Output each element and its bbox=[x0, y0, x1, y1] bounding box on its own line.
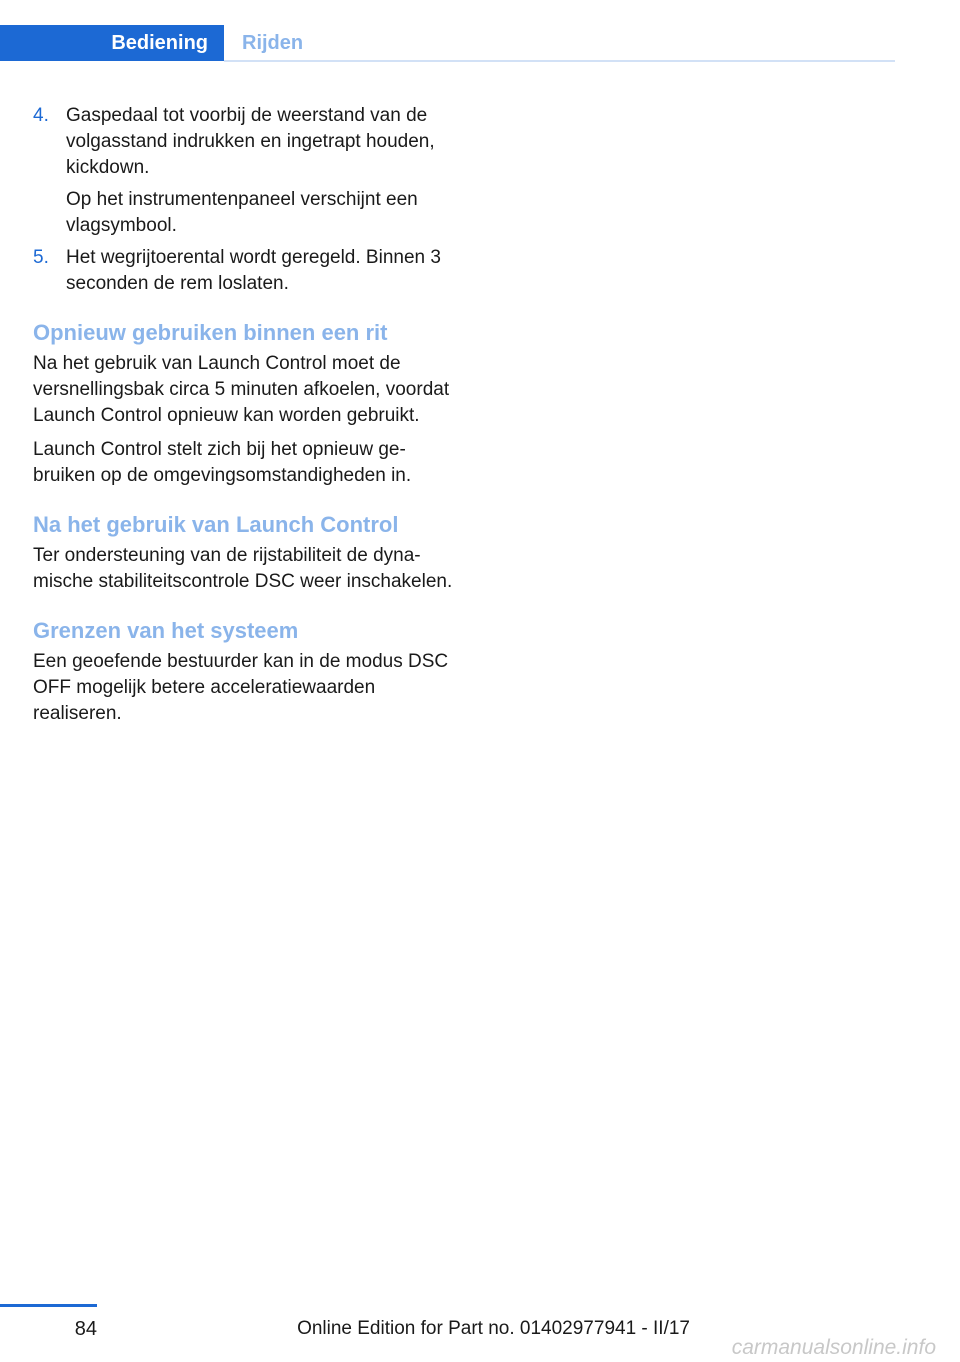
step-item bbox=[33, 103, 453, 239]
step-number: 4. bbox=[33, 105, 49, 126]
main-content bbox=[33, 103, 453, 735]
step-item bbox=[33, 245, 453, 297]
header-tabs bbox=[0, 25, 895, 61]
paragraph: Na het gebruik van Launch Control moet de versnellingsbak circa 5 minuten afkoelen, voordat Launch Control opnieuw kan worden gebruikt. bbox=[33, 353, 450, 426]
header-divider bbox=[224, 60, 895, 62]
step-text: Gaspedaal tot voorbij de weerstand van de volgasstand indrukken en ingetrapt houden, kickdown. bbox=[66, 105, 435, 178]
paragraph: Ter ondersteuning van de rijstabiliteit de dynamische stabiliteitscontrole DSC weer inschakelen. bbox=[33, 545, 453, 592]
section-heading: Opnieuw gebruiken binnen een rit bbox=[33, 320, 388, 345]
tab-bediening[interactable]: Bediening bbox=[0, 25, 224, 61]
step-body bbox=[66, 245, 453, 297]
footer-rule bbox=[0, 1304, 97, 1307]
page-number: 84 bbox=[74, 1318, 97, 1340]
section-heading: Grenzen van het systeem bbox=[33, 618, 299, 643]
section-heading: Na het gebruik van Launch Control bbox=[33, 512, 399, 537]
paragraph: Launch Control stelt zich bij het opnieuw gebruiken op de omgevingsomstandigheden in. bbox=[33, 439, 412, 486]
step-body bbox=[66, 103, 453, 239]
paragraph: Een geoefende bestuurder kan in de modus DSC OFF mogelijk betere acceleratiewaarden realiseren. bbox=[33, 651, 449, 724]
step-text: Het wegrijtoerental wordt geregeld. Binnen 3 seconden de rem loslaten. bbox=[66, 247, 441, 294]
watermark: carmanualsonline.info bbox=[731, 1336, 936, 1359]
step-number: 5. bbox=[33, 247, 49, 268]
edition-note: Online Edition for Part no. 01402977941 - II/17 bbox=[297, 1318, 690, 1339]
step-text: Op het instrumentenpaneel verschijnt een vlagsymbool. bbox=[66, 189, 418, 236]
tab-rijden[interactable]: Rijden bbox=[242, 31, 304, 54]
